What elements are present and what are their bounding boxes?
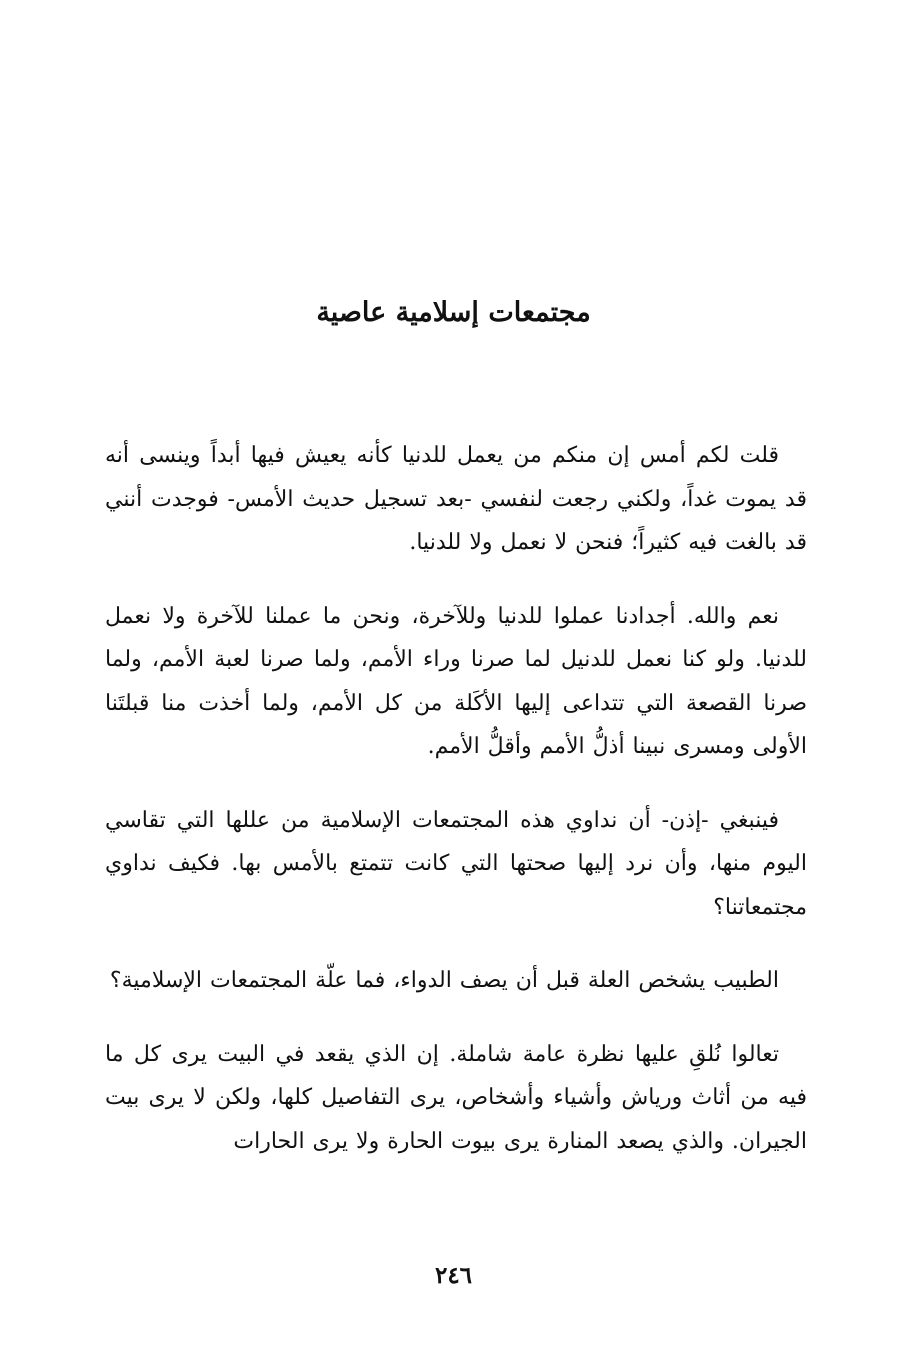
page-number: ٢٤٦ [434, 1262, 473, 1289]
paragraph-5: تعالوا نُلقِ عليها نظرة عامة شاملة. إن الذي يقعد في البيت يرى كل ما فيه من أثاث ورياش وأشياء وأشخاص، يرى التفاصيل كلها، ولكن لا يرى بيت الجيران. والذي يصعد المنارة يرى بيوت الحارة ولا يرى الحارات [105, 1041, 807, 1154]
body-text [105, 434, 807, 1193]
paragraph-1: قلت لكم أمس إن منكم من يعمل للدنيا كأنه يعيش فيها أبداً وينسى أنه قد يموت غداً، ولكني رجعت لنفسي -بعد تسجيل حديث الأمس- فوجدت أنني قد بالغت فيه كثيراً؛ فنحن لا نعمل ولا للدنيا. [105, 443, 807, 555]
chapter-title: مجتمعات إسلامية عاصية [316, 297, 591, 328]
paragraph-3: فينبغي -إذن- أن نداوي هذه المجتمعات الإسلامية من عللها التي تقاسي اليوم منها، وأن نرد إليها صحتها التي كانت تتمتع بالأمس بها. فكيف نداوي مجتمعاتنا؟ [105, 807, 807, 920]
paragraph-2: نعم والله. أجدادنا عملوا للدنيا وللآخرة، ونحن ما عملنا للآخرة ولا نعمل للدنيا. ولو كنا نعمل للدنيل لما صرنا وراء الأمم، ولما صرنا لعبة الأمم، ولما صرنا القصعة التي تتداعى إليها الأكَلة من كل الأمم، ولما أخذت منا قبلتَنا الأولى ومسرى نبينا أذلُّ الأمم وأقلُّ الأمم. [105, 603, 807, 759]
paragraph-4: الطبيب يشخص العلة قبل أن يصف الدواء، فما علّة المجتمعات الإسلامية؟ [109, 968, 779, 993]
